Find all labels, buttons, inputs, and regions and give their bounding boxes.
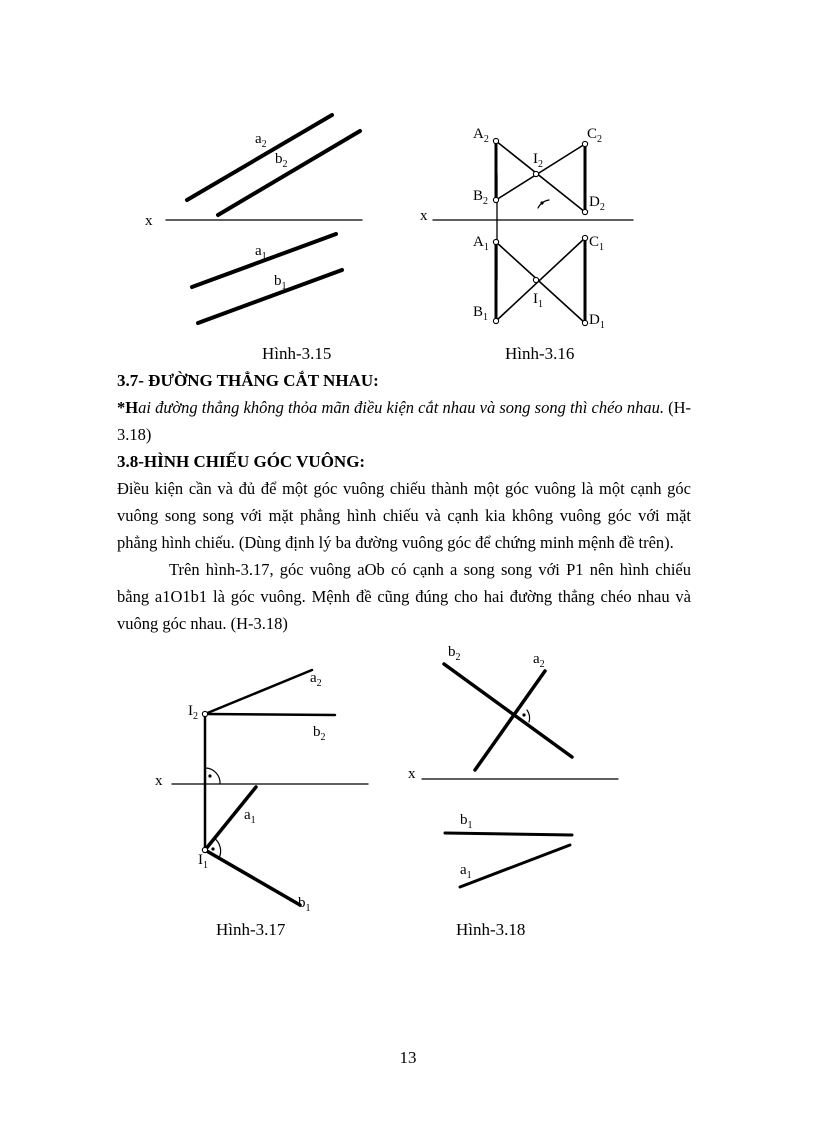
- label-a2: a: [310, 670, 317, 686]
- label-A1: A: [473, 234, 484, 250]
- label-a1: a: [255, 243, 262, 259]
- svg-text:D1: [589, 312, 605, 331]
- label-a2-sub: 2: [261, 139, 267, 150]
- label-a2-sub: 2: [539, 659, 545, 670]
- figure-3-16-drawing: [415, 120, 640, 335]
- svg-text:C2: [587, 126, 602, 145]
- svg-text:B1: [473, 304, 488, 323]
- caption-3-18: Hình-3.18: [456, 920, 526, 939]
- label-a1-sub: 1: [466, 870, 472, 881]
- figure-3-16: [415, 120, 640, 335]
- right-angle-dot: [522, 713, 525, 716]
- label-I1: I: [198, 852, 203, 868]
- line-a1: [460, 845, 570, 887]
- label-D2: D: [589, 194, 600, 210]
- right-angle-dot: [540, 201, 543, 204]
- line-b1: [445, 833, 572, 835]
- label-b1-sub: 1: [281, 281, 287, 292]
- svg-text:a1: [255, 243, 267, 262]
- note-3-7: [117, 394, 691, 448]
- label-x: x: [408, 766, 416, 782]
- point-A2: [493, 138, 498, 143]
- label-A2: A: [473, 126, 484, 142]
- label-b2: b: [313, 724, 321, 740]
- svg-text:B2: [473, 188, 488, 207]
- label-C1-sub: 1: [599, 242, 605, 253]
- svg-text:I2: [533, 151, 543, 170]
- point-I2: [533, 171, 538, 176]
- figure-3-17-drawing: [150, 665, 380, 920]
- point-I2: [202, 711, 207, 716]
- line-b2: [205, 714, 335, 715]
- label-b1: b: [274, 273, 282, 289]
- label-C2: C: [587, 126, 598, 142]
- svg-text:a2: [255, 131, 267, 150]
- point-D2: [582, 209, 587, 214]
- label-I1: I: [533, 291, 538, 307]
- right-angle-mark: [538, 200, 549, 208]
- caption-3-17: Hình-3.17: [216, 920, 286, 939]
- label-B1: B: [473, 304, 484, 320]
- label-B2-sub: 2: [483, 196, 489, 207]
- note-bold-prefix: *H: [117, 398, 139, 417]
- right-angle-dot-top: [208, 774, 211, 777]
- note-italic-text: ai đường thẳng không thỏa mãn điều kiện cắt nhau và song song thì chéo nhau.: [138, 398, 664, 417]
- label-a2-sub: 2: [316, 678, 322, 689]
- label-I2: I: [533, 151, 538, 167]
- label-a2: a: [255, 131, 262, 147]
- point-D1: [582, 320, 587, 325]
- label-x: x: [155, 773, 163, 789]
- point-B1: [493, 318, 498, 323]
- label-A2-sub: 2: [483, 134, 489, 145]
- label-a1-sub: 1: [250, 815, 256, 826]
- point-I1: [202, 847, 207, 852]
- section-3-7: [117, 367, 691, 637]
- label-C1: C: [589, 234, 600, 250]
- label-b2: b: [275, 151, 283, 167]
- point-I1: [533, 277, 538, 282]
- label-a1: a: [244, 807, 251, 823]
- label-a1: a: [460, 862, 467, 878]
- svg-text:a1: [460, 862, 472, 881]
- svg-text:A1: [473, 234, 489, 253]
- label-D1: D: [589, 312, 600, 328]
- svg-text:b2: [448, 644, 461, 663]
- line-a2: [187, 115, 332, 200]
- label-D1-sub: 1: [599, 320, 605, 331]
- label-b2-sub: 2: [282, 159, 288, 170]
- figure-3-15: [140, 105, 380, 340]
- label-I2-sub: 2: [193, 711, 198, 722]
- right-angle-mark-top: [205, 768, 220, 784]
- point-A1: [493, 239, 498, 244]
- svg-text:I2: [188, 703, 198, 722]
- line-A1D1: [496, 242, 585, 323]
- heading-3-7: 3.7- ĐƯỜNG THẲNG CẮT NHAU:: [117, 371, 379, 390]
- page-number: 13: [399, 1048, 417, 1067]
- label-b2: b: [448, 644, 456, 660]
- right-angle-dot-bottom: [211, 847, 214, 850]
- svg-text:a1: [244, 807, 256, 826]
- svg-text:a2: [533, 651, 545, 670]
- label-I1-sub: 1: [538, 299, 543, 310]
- label-b1-sub: 1: [467, 820, 473, 831]
- svg-text:b2: [275, 151, 288, 170]
- label-C2-sub: 2: [597, 134, 603, 145]
- note-reference: (H-3.18): [117, 398, 692, 444]
- label-b1: b: [298, 895, 306, 911]
- label-b2-sub: 2: [320, 732, 326, 743]
- svg-text:I1: [198, 852, 208, 871]
- line-a2: [205, 670, 312, 714]
- line-a2: [475, 671, 545, 770]
- label-x: x: [145, 213, 153, 229]
- label-b2-sub: 2: [455, 652, 461, 663]
- label-A1-sub: 1: [483, 242, 489, 253]
- label-D2-sub: 2: [599, 202, 605, 213]
- figure-3-18-drawing: [400, 640, 630, 890]
- caption-3-15: Hình-3.15: [262, 344, 332, 363]
- point-C2: [582, 141, 587, 146]
- label-B1-sub: 1: [483, 312, 489, 323]
- line-b2: [444, 664, 572, 757]
- label-b1: b: [460, 812, 468, 828]
- svg-text:D2: [589, 194, 605, 213]
- caption-3-16: Hình-3.16: [505, 344, 575, 363]
- svg-text:b1: [298, 895, 311, 914]
- figure-3-18: [400, 640, 630, 890]
- paragraph-3-8-2: Trên hình-3.17, góc vuông aOb có cạnh a song song với P1 nên hình chiếu bằng a1O1b1 là góc vuông. Mệnh đề cũng đúng cho hai đường thẳng chéo nhau và vuông góc nhau. (H-3.18): [117, 560, 691, 633]
- svg-text:b2: [313, 724, 326, 743]
- figure-3-15-drawing: [140, 105, 380, 340]
- label-I1-sub: 1: [203, 860, 208, 871]
- label-a2: a: [533, 651, 540, 667]
- svg-text:a2: [310, 670, 322, 689]
- label-x: x: [420, 208, 428, 224]
- label-b1-sub: 1: [305, 903, 311, 914]
- right-angle-mark: [527, 710, 530, 722]
- svg-text:C1: [589, 234, 604, 253]
- svg-text:b1: [274, 273, 287, 292]
- label-I2: I: [188, 703, 193, 719]
- svg-text:A2: [473, 126, 489, 145]
- label-B2: B: [473, 188, 484, 204]
- figure-3-17: [150, 665, 380, 920]
- paragraph-3-8-1: Điều kiện cần và đủ để một góc vuông chiếu thành một góc vuông là một cạnh góc vuông song song với mặt phẳng hình chiếu và cạnh kia không vuông góc với mặt phẳng hình chiếu. (Dùng định lý ba đường vuông góc để chứng minh mệnh đề trên).: [117, 479, 691, 552]
- line-b2: [218, 131, 360, 215]
- label-I2-sub: 2: [538, 159, 543, 170]
- point-B2: [493, 197, 498, 202]
- svg-text:b1: [460, 812, 473, 831]
- point-C1: [582, 235, 587, 240]
- svg-text:I1: [533, 291, 543, 310]
- label-a1-sub: 1: [261, 251, 267, 262]
- heading-3-8: 3.8-HÌNH CHIẾU GÓC VUÔNG:: [117, 452, 366, 471]
